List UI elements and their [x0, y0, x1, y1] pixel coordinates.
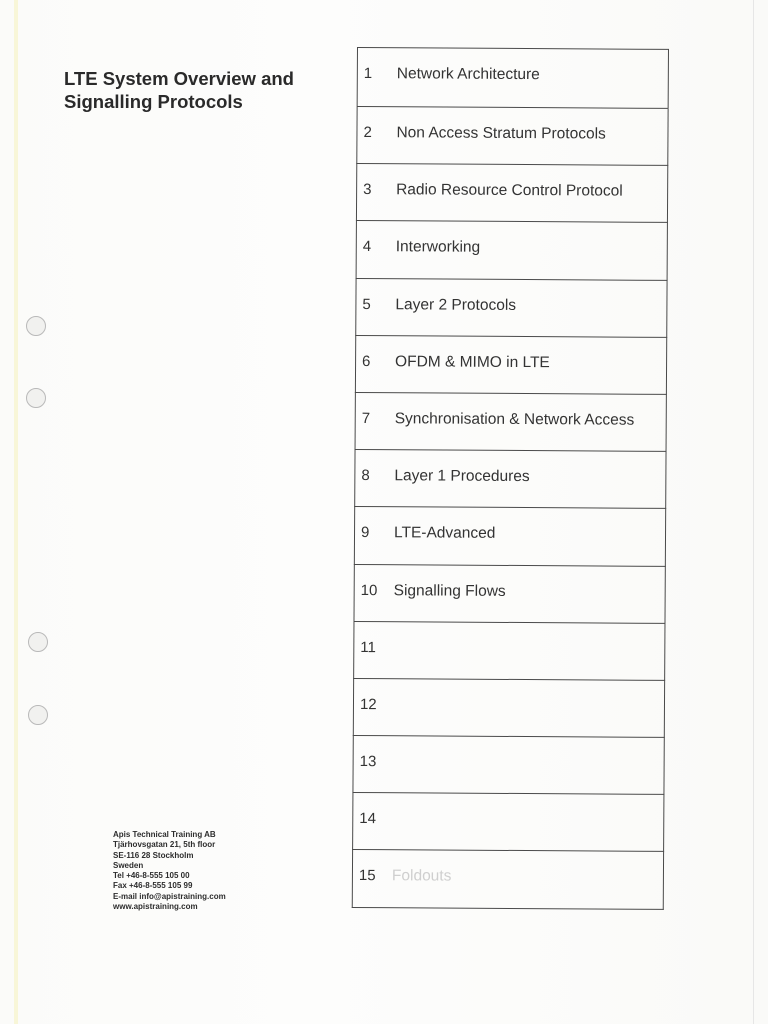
- toc-row: [354, 450, 666, 509]
- toc-label: Network Architecture: [396, 65, 540, 84]
- toc-row: [355, 279, 667, 338]
- address-line: Tjärhovsgatan 21, 5th floor: [113, 840, 216, 850]
- toc-number: 10: [360, 581, 378, 599]
- toc-row: [353, 564, 665, 623]
- toc-label: LTE-Advanced: [393, 524, 496, 543]
- toc-label: Layer 2 Protocols: [395, 295, 517, 314]
- toc-row: [355, 393, 667, 452]
- toc-number: 4: [362, 238, 372, 256]
- document-title: [64, 67, 354, 113]
- address-line: Sweden: [113, 860, 144, 870]
- binder-hole-icon: [26, 316, 46, 336]
- toc-number: 8: [361, 467, 370, 485]
- page-edge-strip: [14, 0, 18, 1024]
- toc-row: [357, 47, 669, 109]
- toc-label: OFDM & MIMO in LTE: [395, 352, 550, 371]
- toc-label: Non Access Stratum Protocols: [396, 124, 606, 143]
- toc-row: [354, 507, 666, 566]
- address-line: Tel +46-8-555 105 00: [113, 871, 190, 881]
- binder-hole-icon: [28, 705, 48, 725]
- toc-label: Synchronisation & Network Access: [394, 410, 635, 429]
- company-address: [113, 830, 313, 912]
- toc-number: 2: [363, 124, 372, 142]
- toc-label: Foldouts: [391, 867, 452, 886]
- toc-number: 3: [363, 181, 372, 199]
- toc-row: [352, 850, 664, 909]
- toc-number: 9: [360, 524, 370, 542]
- toc-number: 12: [359, 695, 377, 714]
- toc-row: [355, 336, 667, 395]
- toc-number: 1: [363, 65, 373, 83]
- toc-number: 15: [358, 867, 376, 885]
- toc-number: 5: [362, 295, 371, 313]
- page-right-edge: [753, 0, 754, 1024]
- toc-label: Interworking: [395, 238, 481, 257]
- toc-label: Layer 1 Procedures: [394, 467, 530, 486]
- toc-row: [356, 107, 668, 166]
- address-line: www.apistraining.com: [113, 902, 198, 912]
- toc-number: 6: [362, 352, 371, 370]
- address-line: Apis Technical Training AB: [113, 830, 216, 839]
- address-line: Fax +46-8-555 105 99: [113, 881, 193, 891]
- toc-number: 11: [360, 638, 376, 656]
- toc-label: Radio Resource Control Protocol: [396, 181, 623, 200]
- binder-hole-icon: [28, 632, 48, 652]
- address-line: E-mail info@apistraining.com: [113, 891, 226, 901]
- table-of-contents: [352, 47, 669, 910]
- title-line-2: Signalling Protocols: [64, 91, 243, 112]
- toc-label: Signalling Flows: [393, 581, 506, 600]
- toc-number: 7: [361, 409, 371, 428]
- toc-row: [356, 221, 668, 280]
- toc-row: [353, 622, 665, 681]
- toc-row: [353, 679, 665, 738]
- toc-row: [356, 164, 668, 223]
- address-line: SE-116 28 Stockholm: [113, 850, 194, 860]
- toc-row: [352, 793, 664, 852]
- binder-hole-icon: [26, 388, 46, 408]
- toc-number: 13: [359, 753, 377, 771]
- toc-number: 14: [359, 810, 377, 828]
- toc-row: [352, 736, 664, 795]
- title-line-1: LTE System Overview and: [64, 68, 294, 89]
